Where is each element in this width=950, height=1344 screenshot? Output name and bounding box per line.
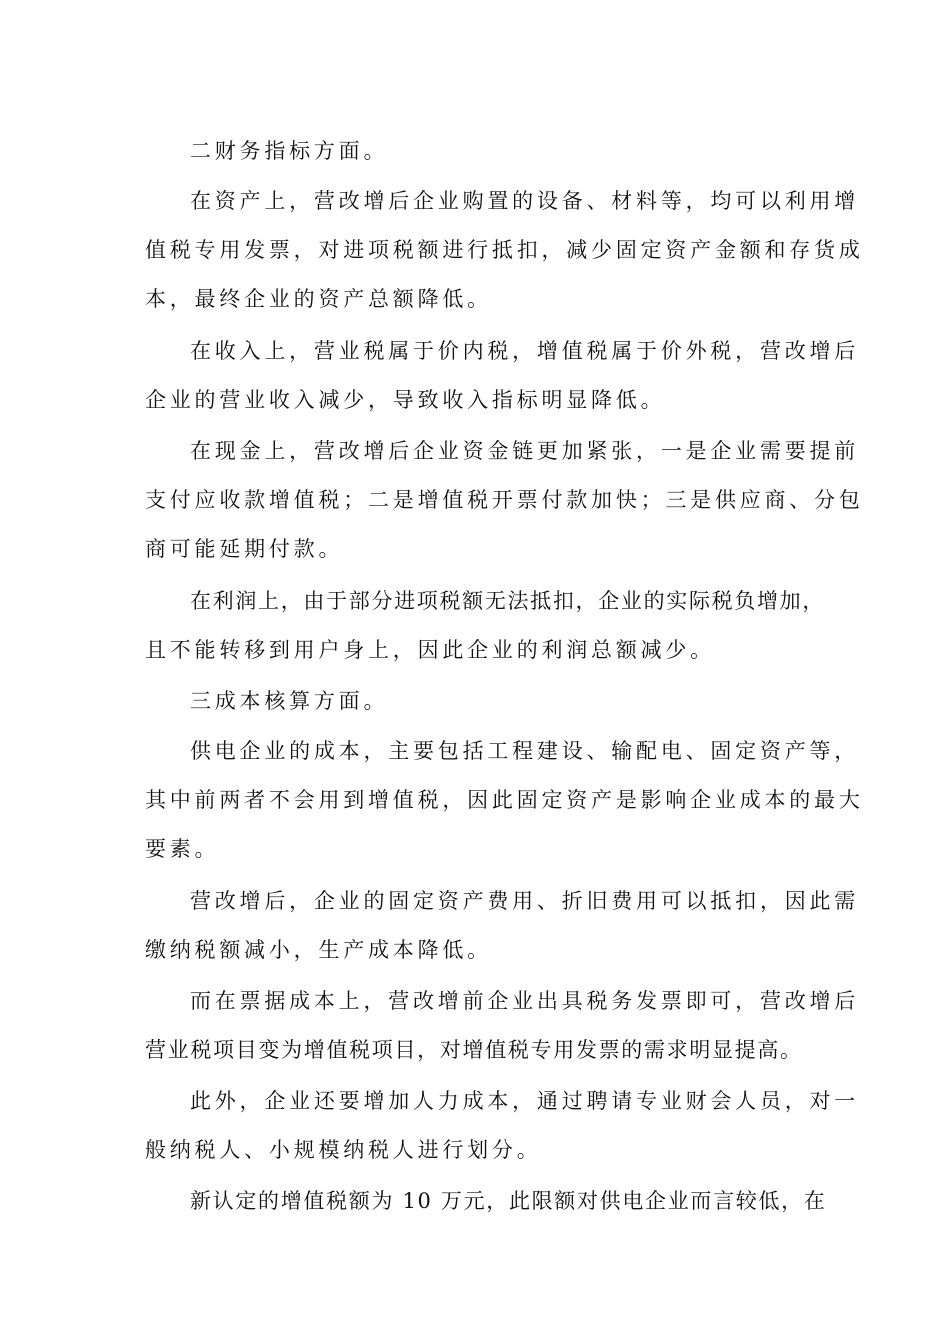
paragraph-line: 值税专用发票，对进项税额进行抵扣，减少固定资产金额和存货成 [145, 238, 864, 262]
paragraph-line: 新认定的增值税额为 10 万元，此限额对供电企业而言较低，在 [190, 1189, 827, 1213]
paragraph-line: 营改增后，企业的固定资产费用、折旧费用可以抵扣，因此需 [190, 889, 860, 913]
paragraph-line: 而在票据成本上，营改增前企业出具税务发票即可，营改增后 [190, 989, 860, 1013]
section-heading-financial: 二财务指标方面。 [190, 139, 389, 163]
paragraph-line: 此外，企业还要增加人力成本，通过聘请专业财会人员，对一 [190, 1089, 860, 1113]
paragraph-line: 在利润上，由于部分进项税额无法抵扣，企业的实际税负增加， [190, 589, 826, 613]
paragraph-line: 商可能延期付款。 [145, 537, 344, 561]
paragraph-line: 支付应收款增值税；二是增值税开票付款加快；三是供应商、分包 [145, 488, 864, 512]
paragraph-line: 本，最终企业的资产总额降低。 [145, 287, 492, 311]
paragraph-line: 且不能转移到用户身上，因此企业的利润总额减少。 [145, 638, 715, 662]
paragraph-line: 企业的营业收入减少，导致收入指标明显降低。 [145, 388, 666, 412]
paragraph-line: 要素。 [145, 837, 220, 861]
paragraph-line: 供电企业的成本，主要包括工程建设、输配电、固定资产等， [190, 739, 860, 763]
section-heading-cost: 三成本核算方面。 [190, 689, 389, 713]
paragraph-line: 般纳税人、小规模纳税人进行划分。 [145, 1138, 542, 1162]
paragraph-line: 在收入上，营业税属于价内税，增值税属于价外税，营改增后 [190, 339, 860, 363]
paragraph-line: 在资产上，营改增后企业购置的设备、材料等，均可以利用增 [190, 189, 860, 213]
paragraph-line: 在现金上，营改增后企业资金链更加紧张，一是企业需要提前 [190, 439, 860, 463]
paragraph-line: 缴纳税额减小，生产成本降低。 [145, 938, 492, 962]
paragraph-line: 其中前两者不会用到增值税，因此固定资产是影响企业成本的最大 [145, 788, 864, 812]
paragraph-line: 营业税项目变为增值税项目，对增值税专用发票的需求明显提高。 [145, 1038, 803, 1062]
